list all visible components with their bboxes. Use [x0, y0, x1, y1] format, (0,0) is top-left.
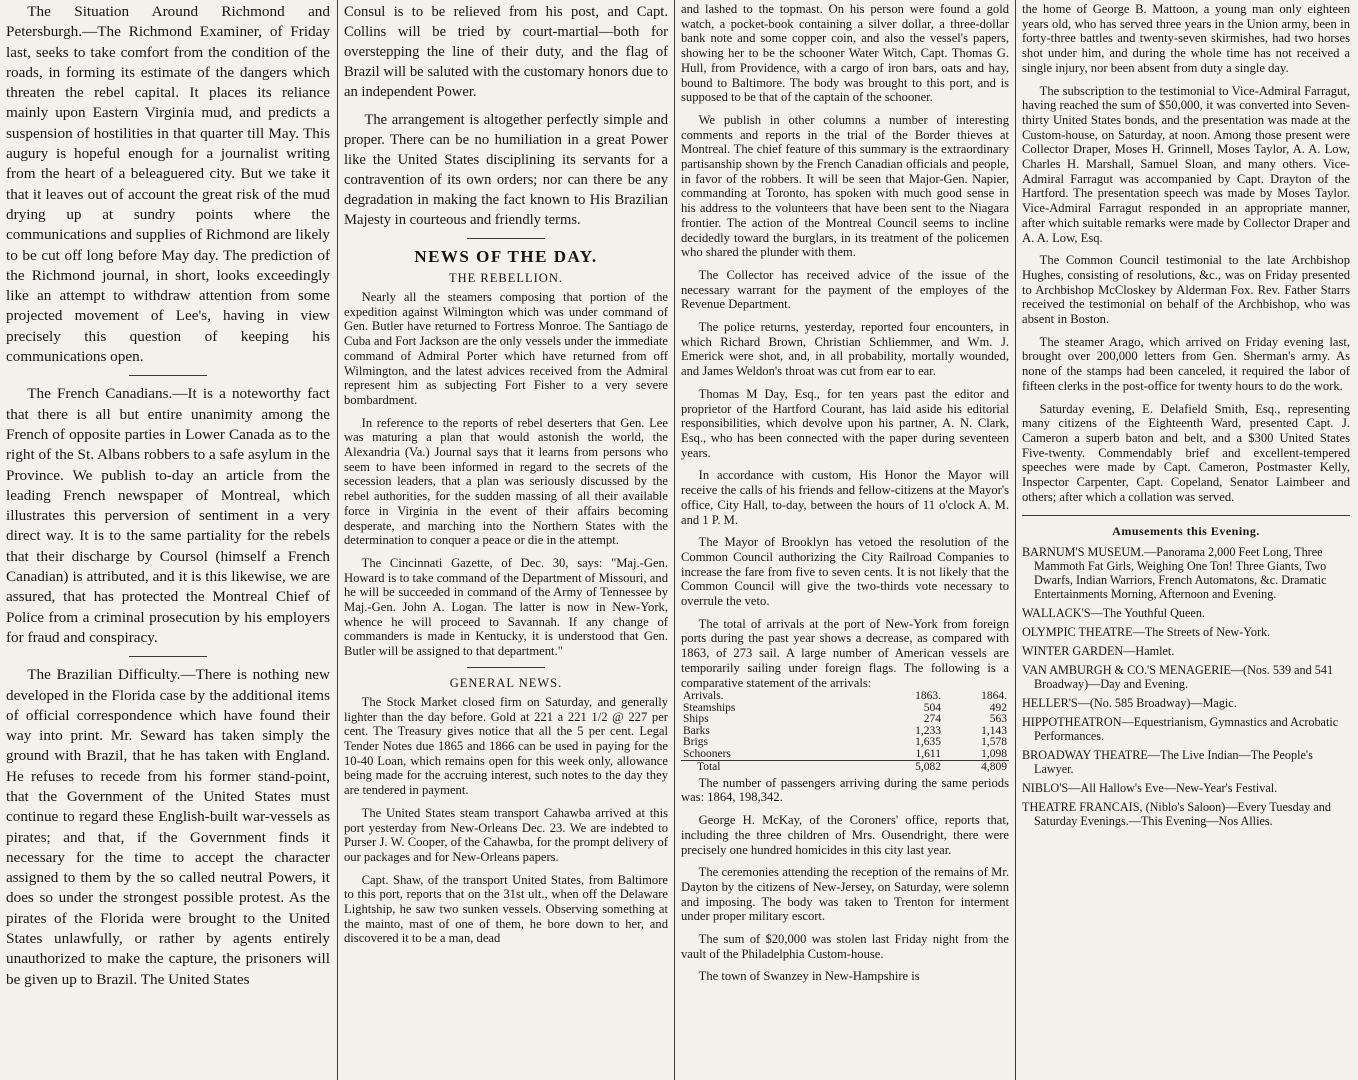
table-cell: Schooners: [683, 747, 731, 760]
paragraph-gap: [681, 527, 1009, 535]
article-brooklyn-veto: The Mayor of Brooklyn has vetoed the resolution of the Common Council authorizing the City Railroad Companies to increase the fare from five to seven cents. It is not likely that the Common Council will give the two-thirds vote necessary to overrule the veto.: [681, 535, 1009, 609]
paragraph-gap: [681, 805, 1009, 813]
paragraph-gap: [681, 924, 1009, 932]
list-item: WINTER GARDEN—Hamlet.: [1022, 643, 1175, 658]
table-cell: Brigs: [683, 736, 708, 749]
table-header-row: [681, 691, 1009, 703]
table-cell: 1,143: [981, 724, 1007, 737]
paragraph-gap: [681, 609, 1009, 617]
table-cell: 1,611: [915, 747, 941, 760]
paragraph-gap: [1022, 327, 1350, 335]
article-police-returns: The police returns, yesterday, reported four encounters, in which Richard Brown, Christian Schliemmer, and Wm. J. Emerick were shot, and, in all probability, mortally wounded, and James Weldon's throat was cut from ear to ear.: [681, 320, 1009, 379]
section-divider: [129, 656, 207, 657]
paragraph-gap: [344, 865, 668, 873]
table-cell: 4,809: [943, 761, 1009, 774]
paragraph-gap: [681, 312, 1009, 320]
article-thomas-day: Thomas M Day, Esq., for ten years past the editor and proprietor of the Hartford Courant, has laid aside his editorial responsibilities, which devolve upon his partner, A. N. Clark, Esq., who has been connected with the paper during seventeen years.: [681, 386, 1009, 460]
column-4: [1022, 2, 1350, 1080]
paragraph-gap: [681, 857, 1009, 865]
table-cell: 5,082: [877, 761, 943, 774]
column-2: [344, 2, 668, 1080]
paragraph-gap: [681, 379, 1009, 387]
article-consul: Consul is to be relieved from his post, and Capt. Collins will be tried by court-martial—both for overstepping the line of their duty, and the flag of Brazil will be saluted with the customary honors due to an independent Power.: [344, 4, 668, 100]
paragraph-gap: [1022, 245, 1350, 253]
table-header-cell: Arrivals.: [683, 690, 724, 703]
article-brazilian-difficulty: The Brazilian Difficulty.—There is nothing new developed in the Florida case by the additional items of official correspondence which have found their way into print. Mr. Seward has taken simply the ground with Brazil, that he has taken with England. He refuses to recede from his former stand-point, that the Government of the United States must continue to regard these English-built war-vessels as pirates; and that, if the Government finds it necessary for the time to accept the character assigned to them by the so called neutral Powers, it does so under the strongest possible protest. As the pirates of the Florida were brought to the United States unlawfully, or rather by agents entirely unauthorized to make the capture, the prisoners will be given up to Brazil. The United States: [6, 666, 330, 988]
table-cell: 1,098: [981, 747, 1007, 760]
news-of-the-day-heading: NEWS OF THE DAY.: [414, 247, 598, 266]
article-farragut-testimonial: The subscription to the testimonial to Vice-Admiral Farragut, having reached the sum of $50,000, it was converted into Seven-thirty United States bonds, and the presentation was made at the Custom-house, on Saturday, at noon. Among those present were Collector Draper, Moses H. Grinnell, Moses Taylor, A. A. Low, Charles H. Marshall, Samuel Sloan, and many others. Vice-Admiral Farragut was accompanied by Capt. Drayton of the Hartford. The presentation speech was made by Moses Taylor. Vice-Admiral Farragut responded in an appropriate manner, after which suitable remarks were made by Collector Draper and A. A. Low, Esq.: [1022, 83, 1350, 245]
column-1: [6, 2, 330, 1080]
table-cell: Barks: [683, 724, 710, 737]
paragraph-gap: [681, 105, 1009, 113]
list-item: BARNUM'S MUSEUM.—Panorama 2,000 Feet Long, Three Mammoth Fat Girls, Weighing One Ton! Three Giants, Two Dwarfs, Indian Warriors, French Automatons, &c. Dramatic Entertainments Morning, Afternoon and Evening.: [1022, 544, 1327, 601]
list-item: OLYMPIC THEATRE—The Streets of New-York.: [1022, 624, 1271, 639]
article-lashed-topmast: and lashed to the topmast. On his person were found a gold watch, a pocket-book containing a silver dollar, a three-dollar bank note and some copper coin, and also the vessel's papers, showing her to be the schooner Water Witch, Capt. Thomas G. Hull, from Providence, with a cargo of iron bars, oats and hay, bound to Baltimore. The body was brought to this port, and is supposed to be that of the captain of the schooner.: [681, 2, 1009, 105]
general-news-heading: GENERAL NEWS.: [449, 675, 563, 690]
article-capt-shaw: Capt. Shaw, of the transport United States, from Baltimore to this port, reports that on the 31st ult., when off the Delaware Lightship, he saw two sunken vessels. Observing something at the mainto, mast of one of them, he bore down to her, and discovered it to be a man, dead: [344, 872, 668, 946]
paragraph-gap: [1022, 394, 1350, 402]
table-cell: 1,635: [915, 736, 941, 749]
paragraph-gap: [681, 961, 1009, 969]
section-divider: [1022, 515, 1350, 516]
list-item: THEATRE FRANCAIS, (Niblo's Saloon)—Every Tuesday and Saturday Evenings.—This Evening—Nos Allies.: [1022, 799, 1331, 828]
article-mattoon: the home of George B. Mattoon, a young man only eighteen years old, who has served three years in the Union army, been in forty-three battles and twenty-seven skirmishes, had two horses shot under him, and during the whole time has not received a single injury, nor been absent from duty a single day.: [1022, 2, 1350, 75]
column-3: [681, 2, 1009, 1080]
list-item: HIPPOTHEATRON—Equestrianism, Gymnastics and Acrobatic Performances.: [1022, 714, 1339, 743]
paragraph-gap: [344, 798, 668, 806]
article-stock-market: The Stock Market closed firm on Saturday, and generally lighter than the day before. Gold at 221 a 221 1/2 @ 227 per cent. The Treasury gives notice that all the 5 per cent. Legal Tender Notes due 1865 and 1866 can be used in paying for the 10-40 Loan, which remains open for this week only, allowance being made for the accruing interest, such notes to the day they are tendered in payment.: [344, 694, 668, 798]
table-total-row: [681, 761, 1009, 774]
list-item: BROADWAY THEATRE—The Live Indian—The People's Lawyer.: [1022, 747, 1313, 776]
column-rule: [1015, 0, 1016, 1080]
table-header-cell: 1863.: [915, 690, 941, 703]
paragraph-gap: [344, 102, 668, 110]
table-cell: 563: [989, 713, 1007, 726]
article-dayton-reception: The ceremonies attending the reception of the remains of Mr. Dayton by the citizens of New-Jersey, on Saturday, were solemn and imposing. The body was taken to Trenton for interment under proper military escort.: [681, 865, 1009, 924]
table-cell: Ships: [683, 713, 709, 726]
list-item: NIBLO'S—All Hallow's Eve—New-Year's Festival.: [1022, 780, 1278, 795]
table-row: [681, 749, 1009, 761]
list-item: VAN AMBURGH & CO.'S MENAGERIE—(Nos. 539 and 541 Broadway)—Day and Evening.: [1022, 662, 1334, 691]
table-row: [681, 726, 1009, 738]
article-cahawba: The United States steam transport Cahawba arrived at this port yesterday from New-Orleans Dec. 23. We are indebted to Purser J. W. Cooper, of the Cahawba, for the prompt delivery of our packages and for New-Orleans papers.: [344, 805, 668, 864]
paragraph-gap: [681, 260, 1009, 268]
section-divider: [129, 375, 207, 376]
article-border-thieves: We publish in other columns a number of interesting comments and reports in the trial of the Border thieves at Montreal. The chief feature of this summary is the extraordinary partisanship shown by the French Canadian officials and people, in favor of the robbers. It will be seen that Major-Gen. Napier, commanding at Toronto, has spoken with much good sense in his address to the volunteers that have been sent to the Niagara frontier. The action of the Montreal Council seems to incline decidedly toward the burglars, in its treatment of the policemen who shared the plunder with them.: [681, 112, 1009, 260]
paragraph-gap: [344, 408, 668, 416]
article-custom-house-theft: The sum of $20,000 was stolen last Friday night from the vault of the Philadelphia Custom-house.: [681, 932, 1009, 961]
table-row: [681, 703, 1009, 715]
article-collector: The Collector has received advice of the issue of the necessary warrant for the payment of the employes of the Revenue Department.: [681, 267, 1009, 312]
paragraph-gap: [344, 548, 668, 556]
rebellion-heading: THE REBELLION.: [449, 271, 563, 285]
arrivals-table: [681, 691, 1009, 774]
article-french-canadians: The French Canadians.—It is a noteworthy fact that there is all but entire unanimity among the French of opposite parties in Lower Canada as to the right of the St. Albans robbers to a safe asylum in the Province. We publish to-day an article from the leading French newspaper of Montreal, which illustrates this perversion of sentiment in a very direct way. It is to the same partiality for the rebels that their discharge by Coursol (himself a French Canadian) is attributed, and it is this likewise, we are assured, that has protected the Montreal Chief of Police from a criminal prosecution by his employers for fraud and conspiracy.: [6, 385, 330, 646]
table-row: [681, 714, 1009, 726]
table-cell: 274: [923, 713, 941, 726]
paragraph-gap: [681, 460, 1009, 468]
article-mayor-calls: In accordance with custom, His Honor the Mayor will receive the calls of his friends and fellow-citizens at the Mayor's office, City Hall, to-day, between the hours of 11 o'clock A. M. and 1 P. M.: [681, 468, 1009, 527]
article-swanzey: The town of Swanzey in New-Hampshire is: [698, 969, 920, 984]
column-rule: [674, 0, 675, 1080]
article-archbishop-hughes: The Common Council testimonial to the late Archbishop Hughes, consisting of resolutions, &c., was on Friday presented to Archbishop McCloskey by Alderman Fox. Rev. Father Starrs received the testimonial on behalf of the Archbishop, who was absent in Boston.: [1022, 253, 1350, 327]
article-richmond: The Situation Around Richmond and Petersburgh.—The Richmond Examiner, of Friday last, seeks to take comfort from the condition of the roads, in forming its estimate of the dangers which threaten the rebel capital. It places its reliance mainly upon Eastern Virginia mud, and predicts a suspension of hostilities in that quarter till May. This augury is hopeful enough for a journalist writing from the heart of a beleaguered city. But we take it that it leaves out of account the great risk of the mud drying up at sundry points where the communications and supplies of Richmond are likely to be cut off long before May day. The prediction of the Richmond journal, in short, looks exceedingly like an attempt to withdraw attention from some projected movement of Lee's, having in view precisely this question of keeping his communications open.: [6, 3, 330, 366]
amusements-list: [1022, 545, 1350, 828]
table-cell: 492: [989, 701, 1007, 714]
section-divider: [467, 238, 545, 239]
article-passengers: The number of passengers arriving during the same periods was: 1864, 198,342.: [681, 775, 1009, 805]
table-cell: 1,233: [915, 724, 941, 737]
article-cameron-presentation: Saturday evening, E. Delafield Smith, Esq., representing many citizens of the Eighteenth Ward, presented Capt. J. Cameron a superb baton and belt, and a $300 United States Five-twenty. Commendably brief and excellent-tempered speeches were made by Capt. Cameron, Postmaster Kelly, Inspector Carpenter, Capt. Copeland, Senator Laimbeer and others; after which a collation was served.: [1022, 401, 1350, 504]
section-divider: [467, 667, 545, 668]
table-header-cell: 1864.: [981, 690, 1007, 703]
table-cell: 1,578: [981, 736, 1007, 749]
list-item: WALLACK'S—The Youthful Queen.: [1022, 605, 1205, 620]
table-cell: 504: [923, 701, 941, 714]
paragraph-gap: [1022, 76, 1350, 84]
article-arrivals: The total of arrivals at the port of New-York from foreign ports during the past year shows a decrease, as compared with 1863, of 273 sail. A large number of American vessels are temporarily sailing under foreign flags. The following is a comparative statement of the arrivals:: [681, 616, 1009, 690]
table-cell: Steamships: [683, 701, 736, 714]
amusements-heading: Amusements this Evening.: [1112, 523, 1260, 538]
column-rule: [337, 0, 338, 1080]
article-cincinnati-gazette: The Cincinnati Gazette, of Dec. 30, says: "Maj.-Gen. Howard is to take command of the Department of Missouri, and he will be succeeded in command of the Army of Tennessee by Maj.-Gen. John A. Logan. The latter is now in New-York, whence he will proceed to Savannah. If any change of commanders is made in Kentucky, it is understood that Gen. Butler will be assigned to that department.": [344, 555, 668, 659]
article-steamers: Nearly all the steamers composing that portion of the expedition against Wilmington which was under command of Gen. Butler have returned to Fortress Monroe. The Santiago de Cuba and Fort Jackson are the only vessels under the immediate command of Admiral Porter which have returned from off Wilmington, and the latest advices received from the Admiral represent him as subjecting Fort Fisher to a very severe bombardment.: [344, 290, 668, 407]
table-cell: Total: [681, 761, 877, 774]
list-item: HELLER'S—(No. 585 Broadway)—Magic.: [1022, 695, 1237, 710]
table-row: [681, 737, 1009, 749]
article-rebel-deserters: In reference to the reports of rebel deserters that Gen. Lee was maturing a plan that would astonish the world, the Alexandria (Va.) Journal says that it learns from persons who seem to have been informed in regard to the secrets of the secession leaders, that a plan was seriously discussed by the rebel authorities, for the sudden massing of all their available force in Virginia in the event of their affairs becoming desperate, and marching into the Northern States with the determination to conquer a peace or die in the attempt.: [344, 415, 668, 548]
article-mckay-homicides: George H. McKay, of the Coroners' office, reports that, including the three children of Mrs. Ousendright, there were precisely one hundred homicides in this city last year.: [681, 813, 1009, 857]
article-arago-letters: The steamer Arago, which arrived on Friday evening last, brought over 200,000 letters from Gen. Sherman's army. As none of the stamps had been canceled, it required the labor of fifteen clerks in the post-office for twenty hours to do the work.: [1022, 334, 1350, 393]
article-arrangement: The arrangement is altogether perfectly simple and proper. There can be no humiliation in a great Power like the United States disciplining its servants for a contravention of its own orders; nor can there be any degradation in making the fact known to His Brazilian Majesty in courteous and friendly terms.: [344, 112, 668, 228]
